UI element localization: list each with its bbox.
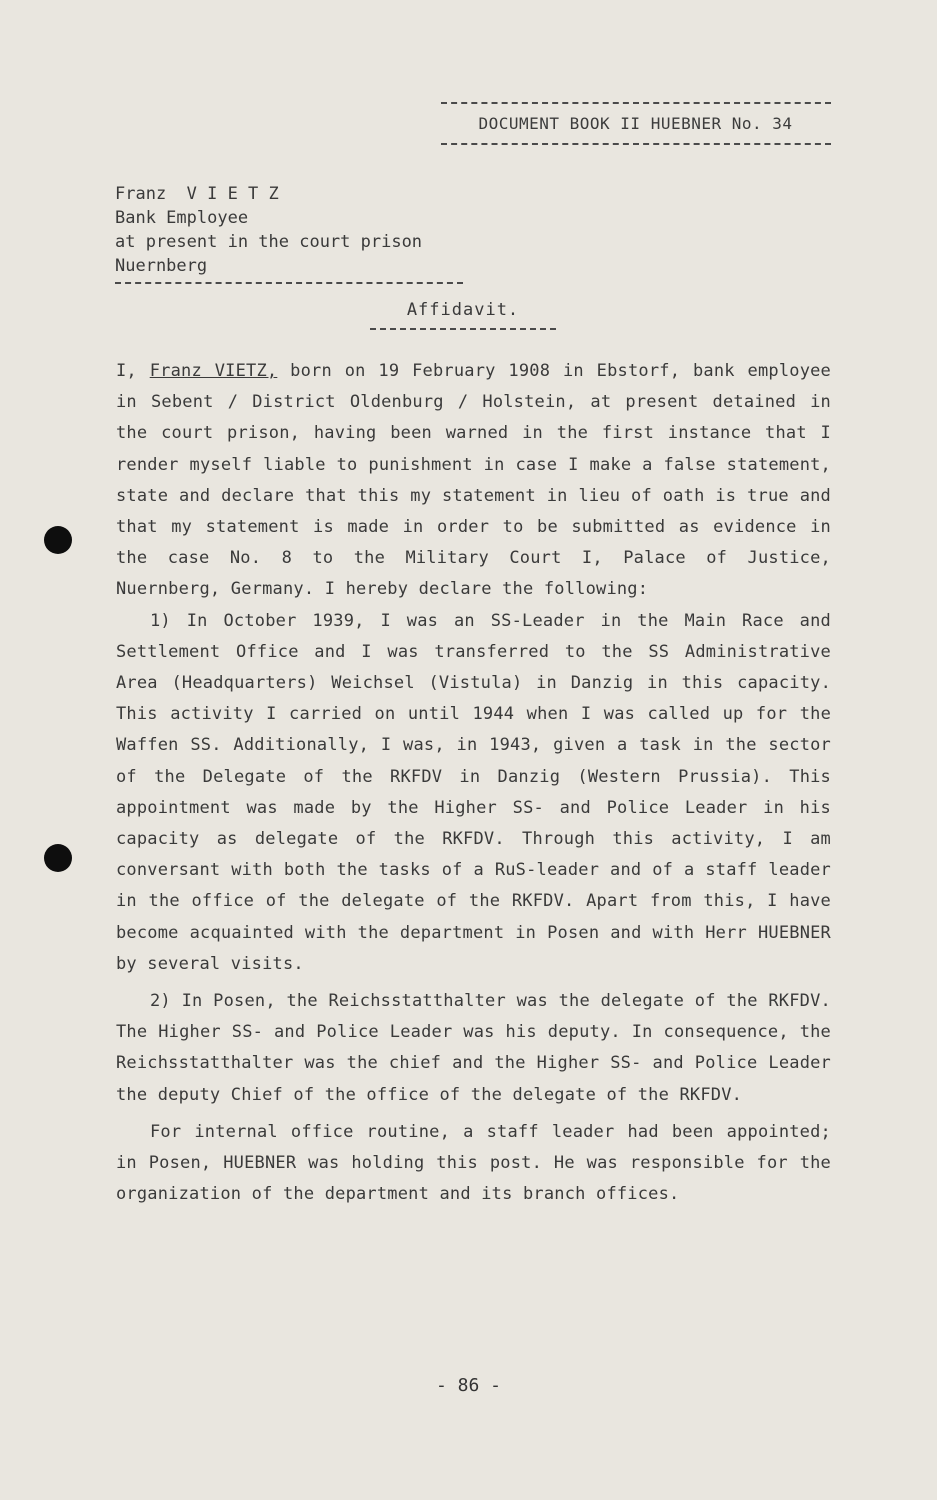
document-title	[370, 300, 556, 330]
intro-prefix: I,	[116, 361, 150, 381]
intro-text: born on 19 February 1908 in Ebstorf, bank employee in Sebent / District Oldenburg / Holstein, at present detained in the court prison, having been warned in the first instance that I render myself liable to punishment in case I make a false statement, state and declare that this my statement in lieu of oath is true and that my statement is made in order to be submitted as evidence in the case No. 8 to the Military Court I, Palace of Justice, Nuernberg, Germany. I hereby declare the following:	[116, 361, 831, 600]
affidavit-body	[116, 356, 831, 1210]
affiant-occupation: Bank Employee	[115, 208, 249, 228]
punch-hole-bottom	[44, 844, 72, 872]
affiant-name: Franz V I E T Z	[115, 184, 279, 204]
affiant-city: Nuernberg	[115, 256, 208, 276]
document-ref-text: DOCUMENT BOOK II HUEBNER No. 34	[478, 114, 793, 133]
affiant-location: at present in the court prison	[115, 232, 423, 252]
divider	[115, 282, 463, 284]
title-underline	[370, 328, 556, 330]
affiant-name-underlined: Franz VIETZ,	[149, 361, 278, 381]
paragraph-3: For internal office routine, a staff leader had been appointed; in Posen, HUEBNER was holding this post. He was responsible for the organization of the department and its branch offices.	[116, 1121, 831, 1205]
page-number: - 86 -	[435, 1375, 502, 1396]
affiant-block	[115, 182, 463, 284]
intro-paragraph	[116, 356, 831, 606]
punch-hole-top	[44, 526, 72, 554]
paragraph-1: 1) In October 1939, I was an SS-Leader in the Main Race and Settlement Office and I was transferred to the SS Administrative Area (Headquarters) Weichsel (Vistula) in Danzig in this capacity. This activity I carried on until 1944 when I was called up for the Waffen SS. Additionally, I was, in 1943, given a task in the sector of the Delegate of the RKFDV in Danzig (Western Prussia). This appointment was made by the Higher SS- and Police Leader in his capacity as delegate of the RKFDV. Through this activity, I am conversant with both the tasks of a RuS-leader and of a staff leader in the office of the delegate of the RKFDV. Apart from this, I have become acquainted with the department in Posen and with Herr HUEBNER by several visits.	[116, 610, 831, 974]
divider	[441, 143, 831, 145]
title-text: Affidavit.	[406, 300, 520, 320]
paragraph-2: 2) In Posen, the Reichsstatthalter was the delegate of the RKFDV. The Higher SS- and Police Leader was his deputy. In consequence, the Reichsstatthalter was the chief and the Higher SS- and Police Leader the deputy Chief of the office of the delegate of the RKFDV.	[116, 991, 831, 1105]
document-reference	[438, 102, 833, 145]
